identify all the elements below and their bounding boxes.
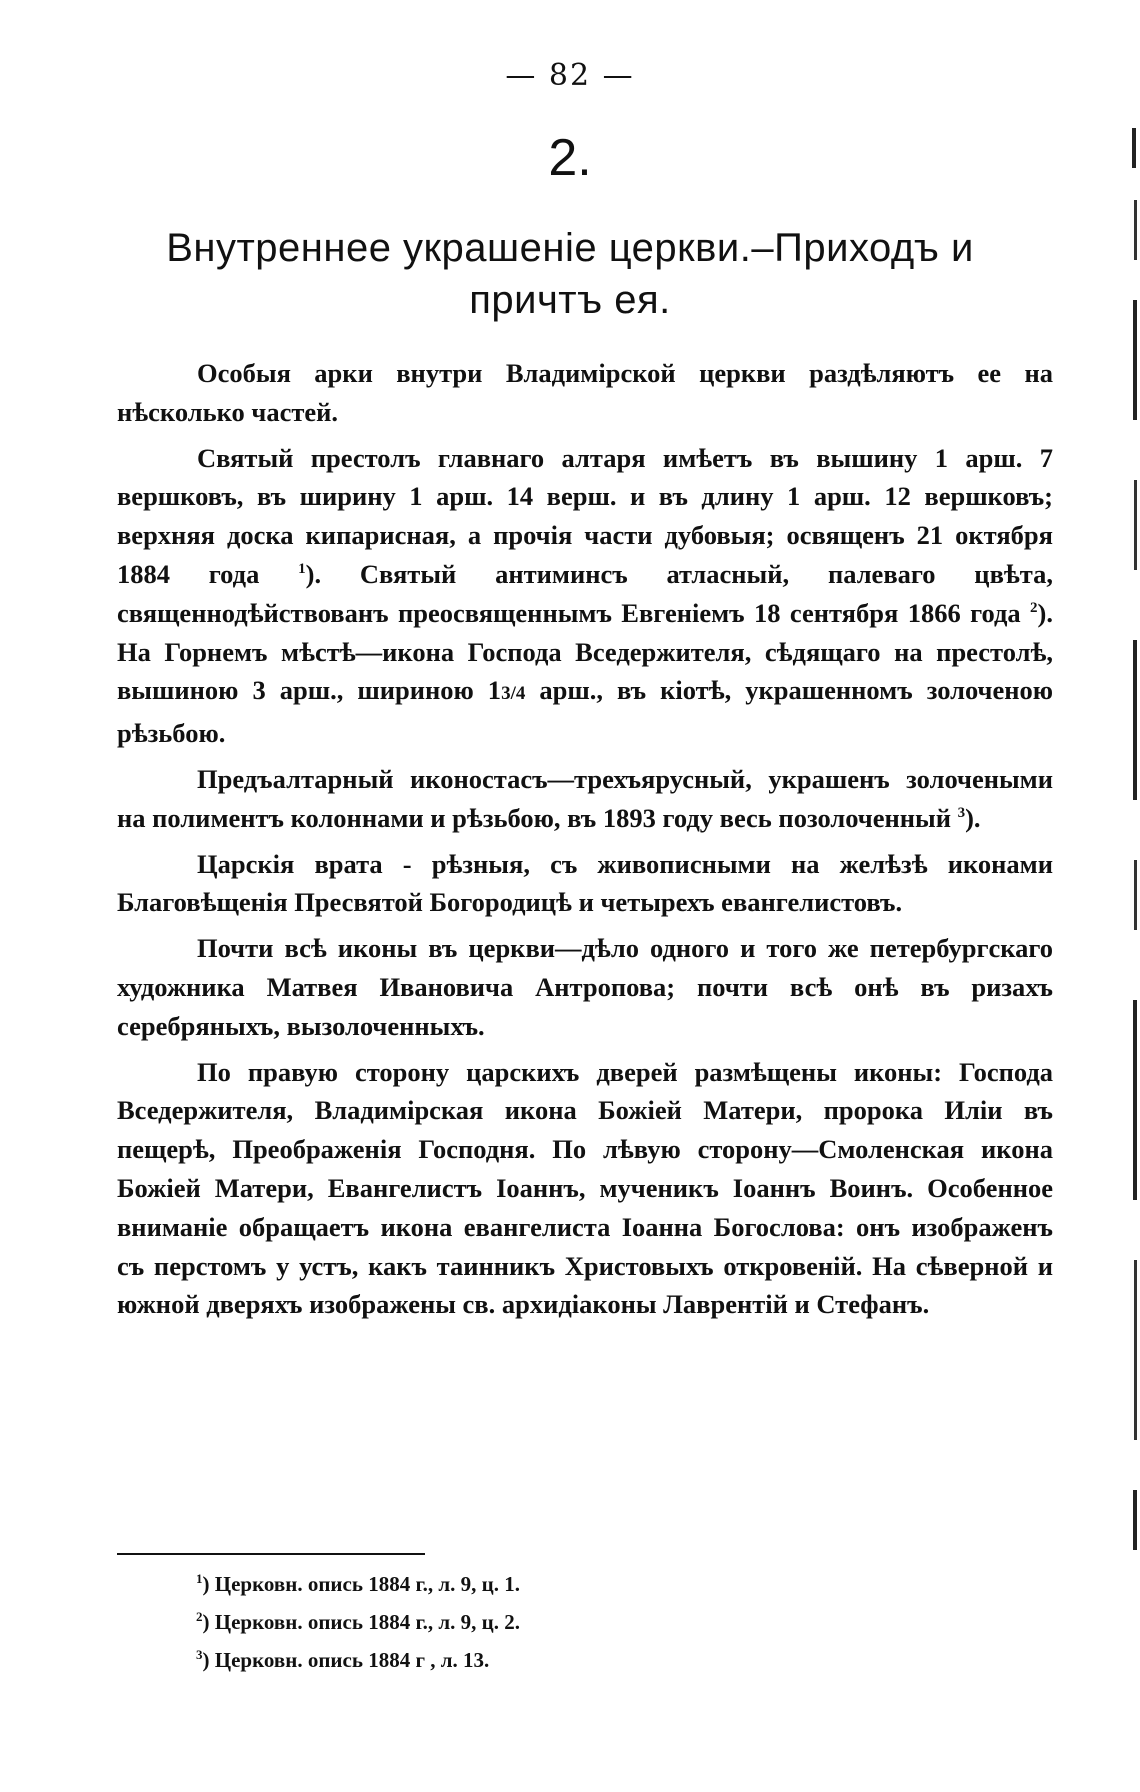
altar-text-2: ). Святый антиминсъ атласный, палеваго цвѣта, священнодѣйствованъ преосвященнымъ Евгеніемъ 18 сентября 1866 года [117,558,1054,628]
altar-text-4: арш., въ кіотѣ, украшенномъ золоченою рѣзьбою. [117,675,1054,749]
footnote-ref-2[interactable]: 2 [1030,599,1038,616]
paragraph-arches: Особыя арки внутри Владимірской церкви раздѣляютъ ее на нѣсколько частей. [117,358,1053,427]
footnote-2 [196,1603,996,1641]
footnotes [196,1565,996,1679]
footnote-1 [196,1565,996,1603]
paragraph-royal-doors: Царскія врата - рѣзныя, съ живописными на желѣзѣ иконами Благовѣщенія Пресвятой Богородицѣ и четырехъ евангелистовъ. [117,848,1053,918]
section-number: 2. [548,129,592,187]
iconostasis-text-1: Предъалтарный иконостасъ—трехъярусный, украшенъ золочеными на полиментъ колоннами и рѣзьбою, въ 1893 году весь позолоченный [117,763,1053,833]
footnote-mark-1: 1 [196,1571,203,1586]
body-text [117,354,1053,1331]
edge-mark [1133,300,1137,420]
altar-text-1: Святый престолъ главнаго алтаря имѣетъ въ вышину 1 арш. 7 вершковъ, въ ширину 1 арш. 14 верш. и въ длину 1 арш. 12 вершковъ; верхняя доска кипарисная, а прочія части дубовыя; освященъ 21 октября 1884 года [117,442,1053,589]
edge-mark [1133,1490,1137,1550]
footnote-ref-3[interactable]: 3 [957,804,966,821]
altar-text-3: ). На Горнемъ мѣстѣ—икона Господа Вседержителя, сѣдящаго на престолѣ, вышиною 3 арш., шириною 1 [117,597,1053,706]
edge-mark [1134,860,1137,930]
paragraph-icon-placement: По правую сторону царскихъ дверей размѣщены иконы: Господа Вседержителя, Владимірская икона Божіей Матери, пророка Иліи въ пещерѣ, Преображенія Господня. По лѣвую сторону—Смоленская икона Божіей Матери, Евангелистъ Іоаннъ, мученикъ Іоаннъ Воинъ. Особенное вниманіе обращаетъ икона евангелиста Іоанна Богослова: онъ изображенъ съ перстомъ у устъ, какъ таинникъ Христовыхъ откровеній. На сѣверной и южной дверяхъ изображены св. архидіаконы Лаврентій и Стефанъ. [117,1056,1053,1320]
edge-mark [1133,1000,1137,1200]
footnote-mark-3: 3 [196,1647,203,1662]
section-title [110,222,1030,326]
paragraph-altar [117,439,1053,753]
fraction-three-quarters: 3/4 [501,683,526,705]
section-title-line-2: причтъ ея. [469,278,671,322]
edge-mark [1134,480,1137,570]
page-edge-scan-marks [1120,0,1140,1792]
edge-mark [1132,128,1136,168]
edge-mark [1134,200,1137,260]
footnote-text-1: ) Церковн. опись 1884 г., л. 9, ц. 1. [202,1572,520,1596]
footnote-3 [196,1641,996,1679]
section-title-line-1: Внутреннее украшеніе церкви.–Приходъ и [166,226,974,270]
paragraph-icons-artist: Почти всѣ иконы въ церкви—дѣло одного и того же петербургскаго художника Матвея Ивановича Антропова; почти всѣ онѣ въ ризахъ серебряныхъ, вызолоченныхъ. [117,933,1053,1041]
edge-mark [1133,640,1137,800]
iconostasis-text-2: ). [965,802,981,833]
page-number: — 82 — [505,58,635,93]
edge-mark [1134,1260,1137,1440]
footnote-ref-1[interactable]: 1 [298,561,306,578]
footnote-text-3: ) Церковн. опись 1884 г , л. 13. [202,1648,490,1672]
footnote-mark-2: 2 [196,1609,203,1624]
footnote-divider [117,1553,425,1555]
paragraph-iconostasis [117,760,1053,838]
footnote-text-2: ) Церковн. опись 1884 г., л. 9, ц. 2. [202,1610,520,1634]
